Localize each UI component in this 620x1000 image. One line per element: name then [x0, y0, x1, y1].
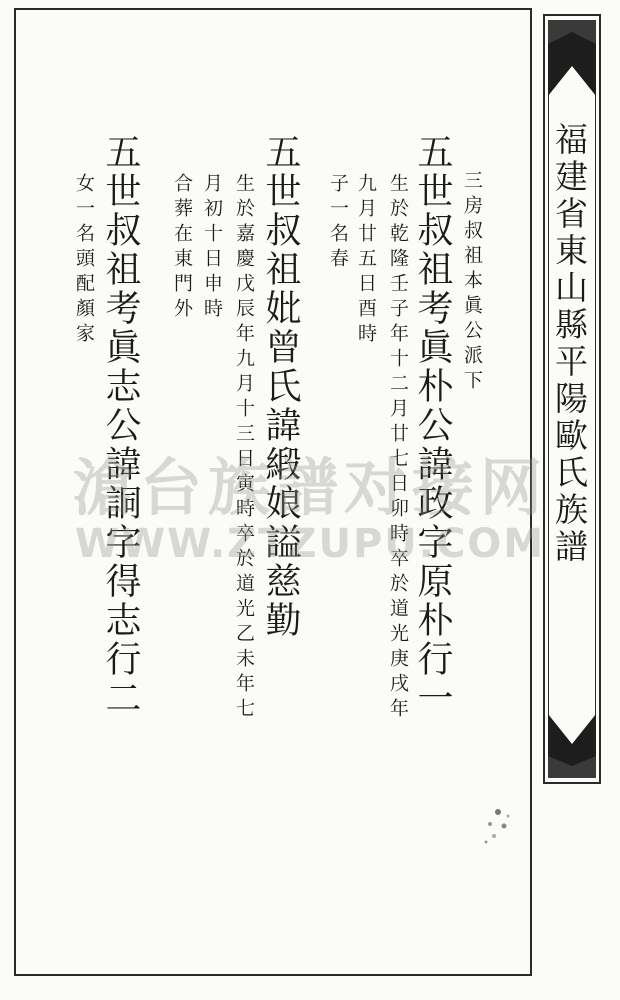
entry3-children: 女一名頭配顏家 — [73, 173, 95, 348]
entry2-heading: 五世叔祖妣曾氏諱緞娘謚慈勤 — [260, 133, 301, 640]
scan-speck — [478, 802, 518, 848]
book-title: 福建省東山縣平陽歐氏族譜 — [550, 122, 589, 566]
watermark-cn: 滄台族譜对接网 — [71, 451, 548, 524]
entry1-children: 子一名春 — [327, 173, 349, 273]
watermark-en: WWW.ZTZUPU.COM — [74, 521, 546, 567]
entry1-death-time: 九月廿五日酉時 — [355, 173, 377, 348]
branch-heading: 三房叔祖本眞公派下 — [461, 170, 483, 395]
entry2-death-time: 月初十日申時 — [201, 173, 223, 323]
entry2-birth: 生於嘉慶戊辰年九月十三日寅時卒於道光乙未年七 — [233, 173, 255, 723]
entry1-heading: 五世叔祖考眞朴公諱政字原朴行一 — [412, 133, 453, 718]
entry2-burial: 合葬在東門外 — [171, 173, 193, 323]
entry1-birth: 生於乾隆壬子年十二月廿七日卯時卒於道光庚戌年 — [387, 173, 409, 723]
entry3-heading: 五世叔祖考眞志公諱詷字得志行二 — [100, 133, 141, 718]
